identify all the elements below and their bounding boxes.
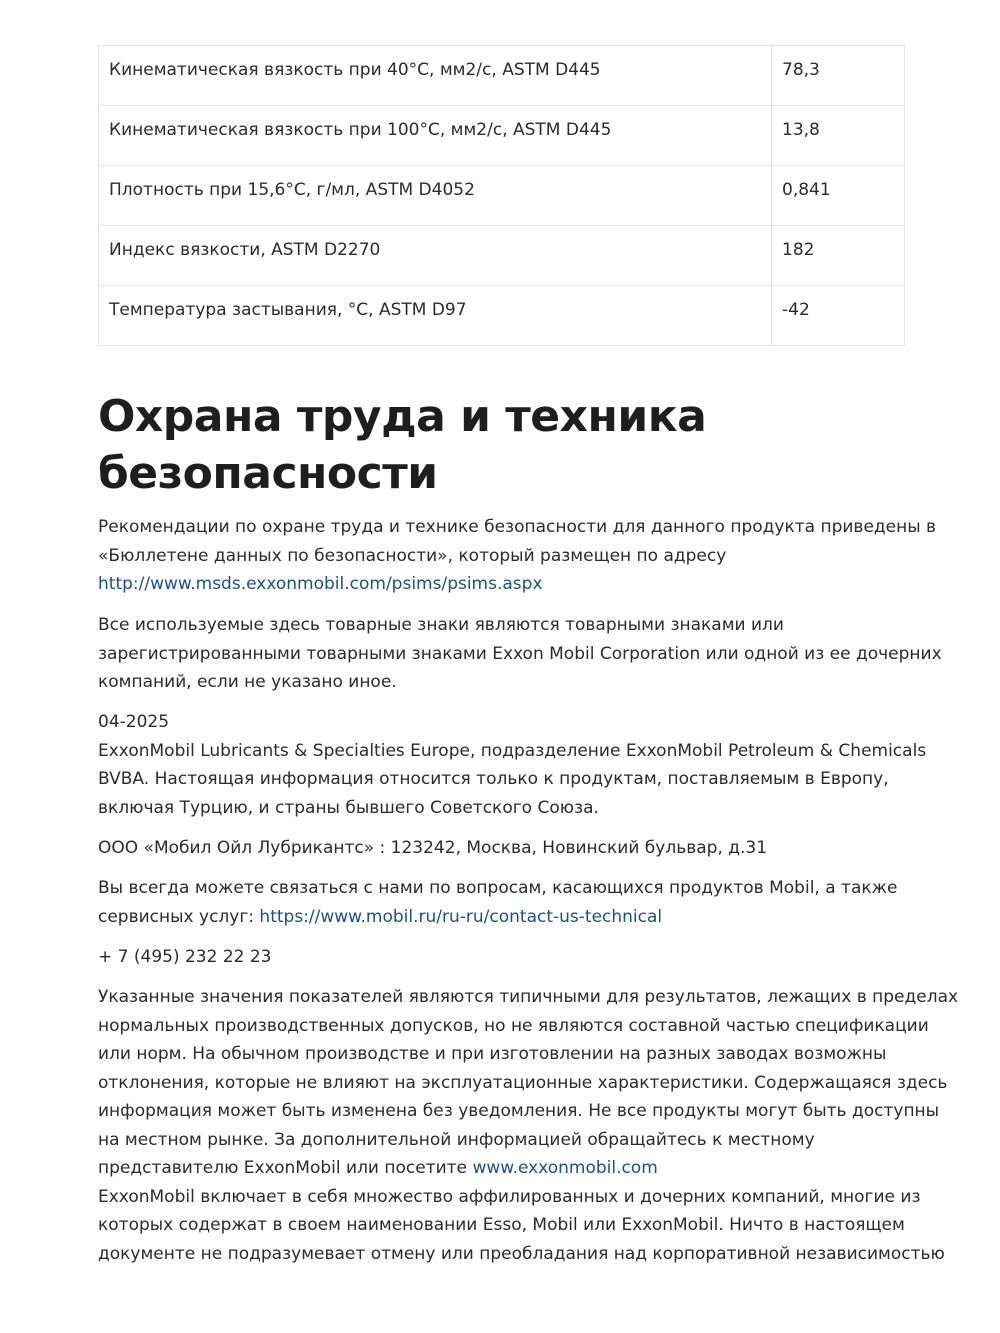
section-title-line: безопасности (98, 448, 438, 499)
table-row (99, 46, 905, 106)
exxonmobil-link[interactable]: www.exxonmobil.com (472, 1158, 658, 1178)
property-value: 13,8 (772, 106, 905, 166)
section-title (98, 388, 898, 502)
property-name: Индекс вязкости, ASTM D2270 (99, 226, 772, 286)
property-name: Кинематическая вязкость при 40°С, мм2/с, ASTM D445 (99, 46, 772, 106)
issue-date: 04-2025 (98, 712, 170, 732)
contact-paragraph: Вы всегда можете связаться с нами по вопросам, касающихся продуктов Mobil, а также сервисных услуг: https://www.mobil.ru/ru-ru/contact-us-technical (98, 878, 898, 927)
property-name: Температура застывания, °С, ASTM D97 (99, 286, 772, 346)
trademarks-paragraph: Все используемые здесь товарные знаки являются товарными знаками или зарегистрированными товарными знаками Exxon Mobil Corporation или одной из ее дочерних компаний, если не указано иное. (98, 615, 942, 692)
property-value: 78,3 (772, 46, 905, 106)
issuer-paragraph: 04-2025 ExxonMobil Lubricants & Specialties Europe, подразделение ExxonMobil Petroleum & Chemicals BVBA. Настоящая информация относится только к продуктам, поставляемым в Европу, включая Турцию, и страны бывшего Советского Союза. (98, 708, 904, 822)
address-paragraph: ООО «Мобил Ойл Лубрикантс» : 123242, Москва, Новинский бульвар, д.31 (98, 838, 768, 858)
property-value: -42 (772, 286, 905, 346)
property-name: Плотность при 15,6°С, г/мл, ASTM D4052 (99, 166, 772, 226)
property-value: 182 (772, 226, 905, 286)
msds-link[interactable]: http://www.msds.exxonmobil.com/psims/psims.aspx (98, 574, 543, 594)
table-row (99, 226, 905, 286)
table-row (99, 106, 905, 166)
disclaimer-paragraph: Указанные значения показателей являются типичными для результатов, лежащих в пределах нормальных производственных допусков, но не являются составной частью спецификации или норм. На обычном производстве и при изготовлении на разных заводах возможны отклонения, которые не влияют на эксплуатационные характеристики. Содержащаяся здесь информация может быть изменена без уведомления. Не все продукты могут быть доступны на местном рынке. За дополнительной информацией обращайтесь к местному представителю ExxonMobil или посетите www.exxonmobil.com ExxonMobil включает в себя множество аффилированных и дочерних компаний, многие из которых содержат в своем наименовании Esso, Mobil или ExxonMobil. Ничто в настоящем документе не подразумевает отмену или преобладания над корпоративной независимостью (98, 987, 959, 1264)
section-title-line: Охрана труда и техника (98, 391, 707, 442)
recommendation-paragraph: Рекомендации по охране труда и технике безопасности для данного продукта приведены в «Бюллетене данных по безопасности», который размещен по адресу http://www.msds.exxonmobil.com/psims/psims.aspx (98, 513, 904, 599)
contact-link[interactable]: https://www.mobil.ru/ru-ru/contact-us-technical (259, 906, 663, 927)
properties-table (98, 45, 905, 346)
phone-number: + 7 (495) 232 22 23 (98, 947, 272, 967)
property-name: Кинематическая вязкость при 100°С, мм2/с, ASTM D445 (99, 106, 772, 166)
table-row (99, 166, 905, 226)
table-row (99, 286, 905, 346)
property-value: 0,841 (772, 166, 905, 226)
